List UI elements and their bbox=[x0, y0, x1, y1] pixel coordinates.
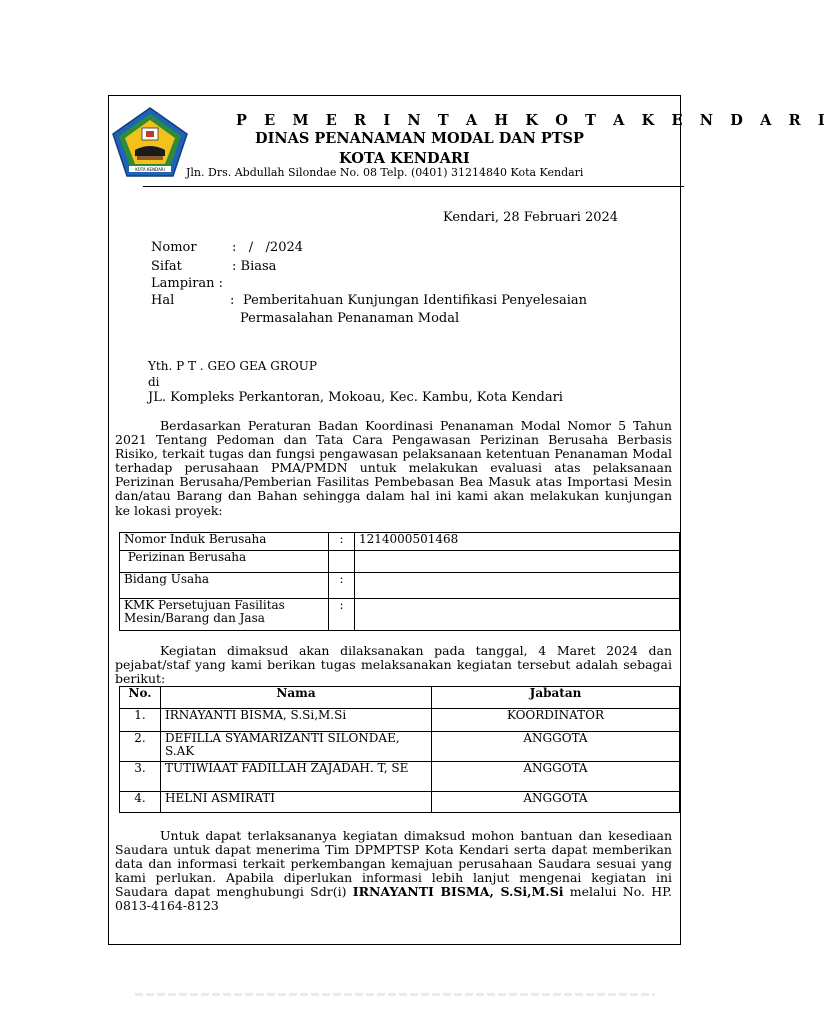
table-row bbox=[120, 709, 680, 732]
header-nama: Nama bbox=[161, 687, 432, 709]
team-nama: IRNAYANTI BISMA, S.Si,M.Si bbox=[161, 709, 432, 732]
recipient-di: di bbox=[148, 375, 160, 389]
team-nama: HELNI ASMIRATI bbox=[161, 792, 432, 813]
sifat-label: Sifat bbox=[151, 259, 182, 274]
paragraph-closing bbox=[115, 829, 672, 914]
team-no: 4. bbox=[120, 792, 161, 813]
info-label: Perizinan Berusaha bbox=[120, 551, 329, 573]
table-row bbox=[120, 551, 680, 573]
info-value: 1214000501468 bbox=[355, 533, 680, 551]
hal-colon: : bbox=[230, 293, 235, 308]
team-jabatan: ANGGOTA bbox=[432, 762, 680, 792]
table-row bbox=[120, 573, 680, 599]
nomor-value: : / /2024 bbox=[232, 240, 304, 255]
sifat-value: : Biasa bbox=[232, 259, 277, 274]
info-label: KMK Persetujuan Fasilitas Mesin/Barang dan Jasa bbox=[120, 599, 329, 631]
header-government: P E M E R I N T A H K O T A K E N D A R I bbox=[236, 112, 831, 129]
recipient-yth: Yth. P T . GEO GEA GROUP bbox=[148, 359, 317, 373]
contact-phone-text: melalui No. HP. 0813-4164-8123 bbox=[115, 884, 672, 914]
kendari-city-logo bbox=[111, 106, 189, 178]
team-table bbox=[119, 686, 680, 813]
hal-label: Hal bbox=[151, 293, 175, 308]
recipient-address: JL. Kompleks Perkantoran, Mokoau, Kec. Kambu, Kota Kendari bbox=[148, 390, 563, 405]
table-row bbox=[120, 599, 680, 631]
info-sep: : bbox=[329, 533, 355, 551]
paragraph-schedule: Kegiatan dimaksud akan dilaksanakan pada tanggal, 4 Maret 2024 dan pejabat/staf yang kami berikan tugas melaksanakan kegiatan tersebut adalah sebagai berikut: bbox=[115, 643, 672, 687]
table-row bbox=[120, 533, 680, 551]
footer-faint-text bbox=[135, 993, 655, 996]
header-no: No. bbox=[120, 687, 161, 709]
logo-text: KOTA KENDARI bbox=[135, 167, 165, 172]
closing-text: Untuk dapat terlaksananya kegiatan dimaksud mohon bantuan dan kesediaan Saudara untuk dapat menerima Tim DPMPTSP Kota Kendari serta dapat memberikan data dan informasi terkait perkembangan kemajuan perusahaan Saudara sesuai yang kami perlukan. Apabila diperlukan informasi lebih lanjut mengenai kegiatan ini Saudara dapat menghubungi Sdr(i) bbox=[115, 828, 672, 900]
contact-name: IRNAYANTI BISMA, S.Si,M.Si bbox=[352, 884, 564, 900]
team-jabatan: ANGGOTA bbox=[432, 732, 680, 762]
table-row bbox=[120, 762, 680, 792]
info-sep: : bbox=[329, 573, 355, 599]
paragraph-intro: Berdasarkan Peraturan Badan Koordinasi Penanaman Modal Nomor 5 Tahun 2021 Tentang Pedoman dan Tata Cara Pengawasan Perizinan Berusaha Berbasis Risiko, terkait tugas dan fungsi pengawasan pelaksanaan ketentuan Penanaman Modal terhadap perusahaan PMA/PMDN untuk melakukan evaluasi atas pelaksanaan Perizinan Berusaha/Pemberian Fasilitas Pembebasan Bea Masuk atas Importasi Mesin dan/atau Barang dan Bahan sehingga dalam hal ini kami akan melakukan kunjungan ke lokasi proyek: bbox=[115, 418, 672, 518]
header-address: Jln. Drs. Abdullah Silondae No. 08 Telp. (0401) 31214840 Kota Kendari bbox=[186, 166, 584, 179]
letter-date: Kendari, 28 Februari 2024 bbox=[443, 210, 619, 225]
header-jabatan: Jabatan bbox=[432, 687, 680, 709]
info-sep bbox=[329, 551, 355, 573]
team-no: 3. bbox=[120, 762, 161, 792]
team-nama: DEFILLA SYAMARIZANTI SILONDAE, S.AK bbox=[161, 732, 432, 762]
header-divider bbox=[143, 186, 684, 187]
header-agency: DINAS PENANAMAN MODAL DAN PTSP bbox=[255, 130, 584, 147]
team-no: 1. bbox=[120, 709, 161, 732]
info-label: Bidang Usaha bbox=[120, 573, 329, 599]
team-jabatan: KOORDINATOR bbox=[432, 709, 680, 732]
hal-value-line1: Pemberitahuan Kunjungan Identifikasi Penyelesaian bbox=[243, 293, 588, 308]
table-row bbox=[120, 732, 680, 762]
info-sep: : bbox=[329, 599, 355, 631]
header-city: KOTA KENDARI bbox=[339, 150, 470, 167]
hal-value-line2: Permasalahan Penanaman Modal bbox=[240, 311, 460, 326]
table-row bbox=[120, 792, 680, 813]
table-header-row bbox=[120, 687, 680, 709]
team-jabatan: ANGGOTA bbox=[432, 792, 680, 813]
info-value bbox=[355, 551, 680, 573]
lampiran-label: Lampiran : bbox=[151, 276, 224, 291]
team-nama: TUTIWIAAT FADILLAH ZAJADAH. T, SE bbox=[161, 762, 432, 792]
nomor-label: Nomor bbox=[151, 240, 197, 255]
project-info-table bbox=[119, 532, 680, 631]
info-label: Nomor Induk Berusaha bbox=[120, 533, 329, 551]
info-value bbox=[355, 573, 680, 599]
team-no: 2. bbox=[120, 732, 161, 762]
info-value bbox=[355, 599, 680, 631]
